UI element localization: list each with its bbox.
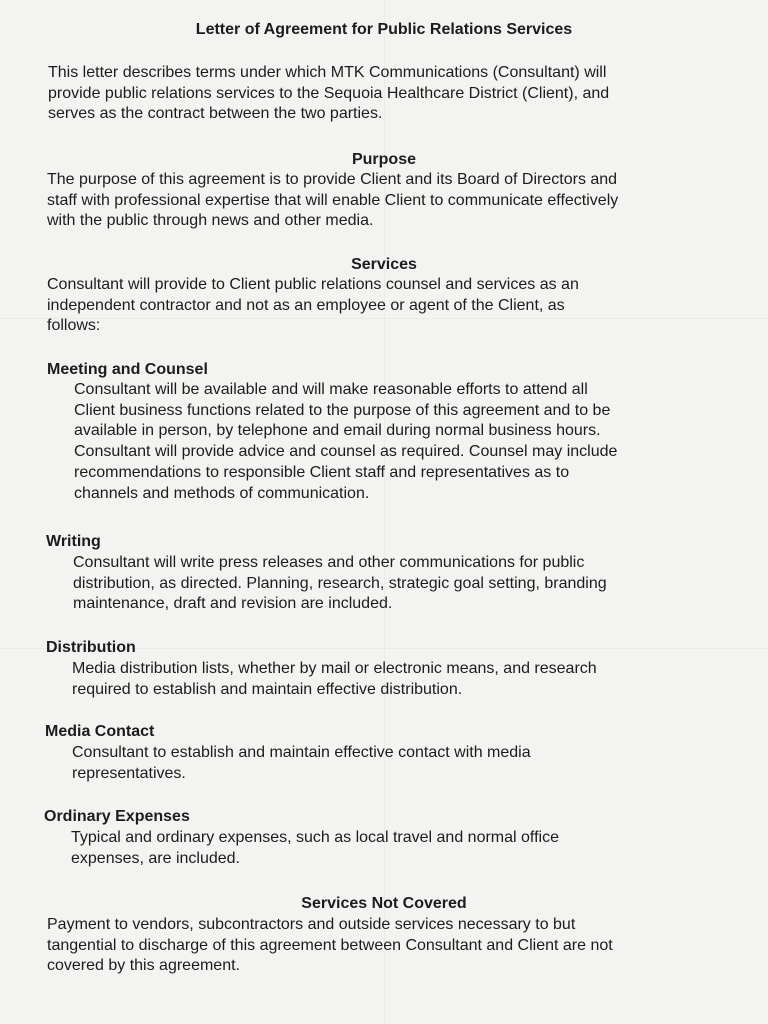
media-contact-heading: Media Contact: [45, 723, 155, 740]
text-line: Consultant will provide advice and counsel as required. Counsel may include: [74, 443, 618, 461]
text-line: representatives.: [72, 764, 186, 782]
text-line: recommendations to responsible Client staff and representatives as to: [74, 463, 570, 481]
text-line: independent contractor and not as an employee or agent of the Client, as: [47, 296, 565, 314]
text-line: Media distribution lists, whether by mail or electronic means, and research: [72, 660, 597, 677]
meeting-counsel-heading: Meeting and Counsel: [47, 361, 208, 378]
services-not-covered-paragraph: [47, 915, 613, 977]
text-line: channels and methods of communication.: [74, 484, 370, 502]
services-not-covered-heading: Services Not Covered: [301, 895, 467, 912]
distribution-heading: Distribution: [46, 639, 136, 656]
intro-paragraph: [48, 63, 609, 125]
text-line: Consultant will be available and will make reasonable efforts to attend all: [74, 381, 588, 398]
text-line: expenses, are included.: [71, 849, 240, 867]
text-line: Typical and ordinary expenses, such as local travel and normal office: [71, 829, 559, 846]
media-contact-paragraph: [72, 743, 531, 784]
meeting-counsel-paragraph: [74, 380, 617, 504]
text-line: maintenance, draft and revision are included.: [73, 595, 393, 613]
purpose-paragraph: [47, 170, 618, 232]
writing-paragraph: [73, 553, 607, 615]
ordinary-expenses-paragraph: [71, 828, 559, 869]
text-line: with the public through news and other media.: [47, 212, 374, 230]
services-heading: Services: [351, 256, 417, 273]
text-line: This letter describes terms under which MTK Communications (Consultant) will: [48, 64, 607, 81]
distribution-paragraph: [72, 659, 597, 700]
text-line: provide public relations services to the Sequoia Healthcare District (Client), and: [48, 84, 610, 102]
writing-heading: Writing: [46, 533, 101, 550]
text-line: Consultant will provide to Client public relations counsel and services as an: [47, 276, 579, 293]
text-line: staff with professional expertise that will enable Client to communicate effectively: [47, 191, 619, 209]
text-line: Payment to vendors, subcontractors and outside services necessary to but: [47, 916, 576, 933]
purpose-heading: Purpose: [351, 151, 416, 168]
text-line: available in person, by telephone and email during normal business hours.: [74, 422, 601, 440]
text-line: required to establish and maintain effective distribution.: [72, 680, 463, 698]
services-paragraph: [47, 275, 579, 337]
text-line: The purpose of this agreement is to provide Client and its Board of Directors and: [47, 171, 618, 188]
text-line: serves as the contract between the two parties.: [48, 105, 383, 123]
text-line: covered by this agreement.: [47, 957, 240, 975]
text-line: tangential to discharge of this agreement between Consultant and Client are not: [47, 936, 613, 954]
text-line: distribution, as directed. Planning, research, strategic goal setting, branding: [73, 574, 607, 592]
document-title: Letter of Agreement for Public Relations Services: [195, 21, 573, 38]
text-line: Client business functions related to the purpose of this agreement and to be: [74, 401, 611, 419]
text-line: follows:: [47, 317, 101, 335]
text-line: Consultant will write press releases and other communications for public: [73, 554, 585, 571]
ordinary-expenses-heading: Ordinary Expenses: [44, 808, 190, 825]
text-line: Consultant to establish and maintain effective contact with media: [72, 744, 531, 761]
